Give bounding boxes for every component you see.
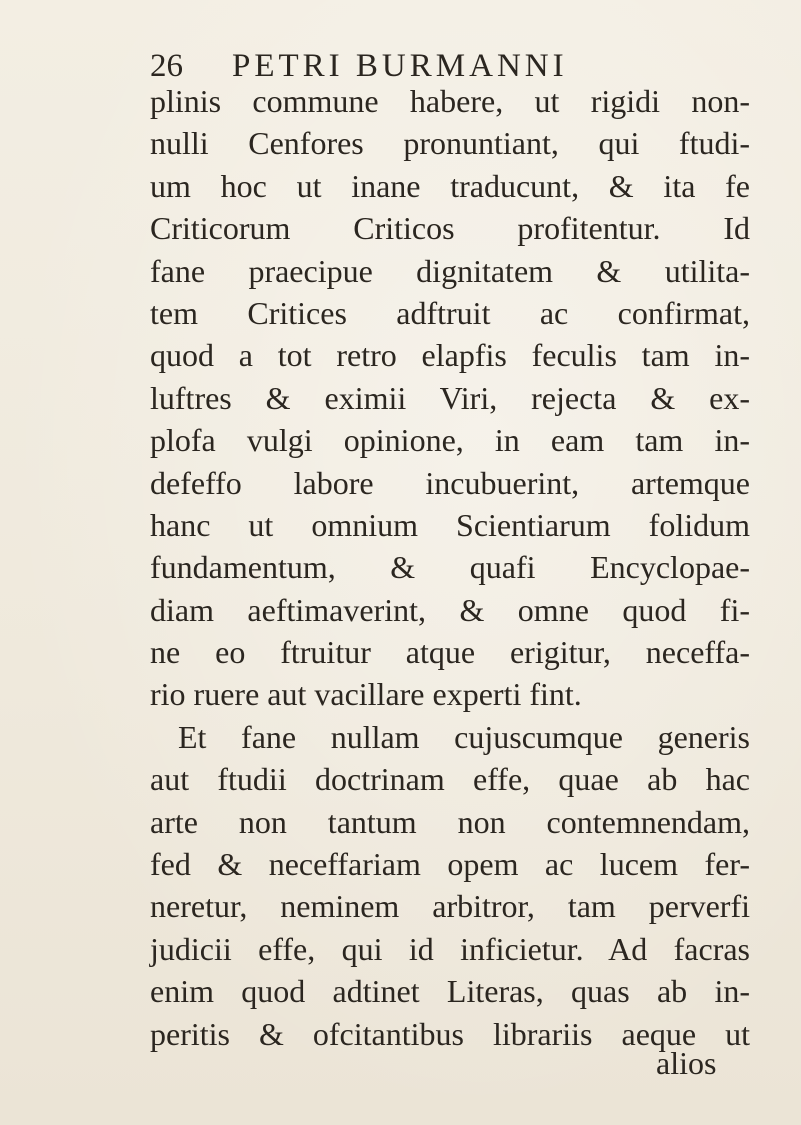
text-line: diam aeftimaverint, & omne quod fi- <box>150 591 750 628</box>
running-head: PETRI BURMANNI <box>232 48 568 84</box>
page-number: 26 <box>150 48 183 84</box>
text-line: luftres & eximii Viri, rejecta & ex- <box>150 379 750 416</box>
text-line: fane praecipue dignitatem & utilita- <box>150 252 750 289</box>
text-line: plofa vulgi opinione, in eam tam in- <box>150 422 750 459</box>
text-line: fed & neceffariam opem ac lucem fer- <box>150 846 750 883</box>
text-line: ne eo ftruitur atque erigitur, neceffa- <box>150 634 750 671</box>
text-line: neretur, neminem arbitror, tam perverfi <box>150 888 750 925</box>
text-line: hanc ut omnium Scientiarum folidum <box>150 506 750 543</box>
body-text <box>150 80 750 1055</box>
text-line: arte non tantum non contemnendam, <box>150 803 750 840</box>
text-line: quod a tot retro elapfis feculis tam in- <box>150 337 750 374</box>
text-line: defeffo labore incubuerint, artemque <box>150 464 750 501</box>
text-line: aut ftudii doctrinam effe, quae ab hac <box>150 761 750 798</box>
text-line: plinis commune habere, ut rigidi non- <box>150 83 750 119</box>
text-line: enim quod adtinet Literas, quas ab in- <box>150 973 750 1010</box>
text-line: Et fane nullam cujuscumque generis <box>178 718 750 755</box>
text-line: fundamentum, & quafi Encyclopae- <box>150 549 750 586</box>
text-line: nulli Cenfores pronuntiant, qui ftudi- <box>150 125 750 162</box>
text-line: judicii effe, qui id inficietur. Ad facras <box>150 930 750 967</box>
text-line: rio ruere aut vacillare experti fint. <box>150 676 582 713</box>
text-line: um hoc ut inane traducunt, & ita fe <box>150 167 750 204</box>
text-line: peritis & ofcitantibus librariis aeque ut <box>150 1015 750 1052</box>
text-line: Criticorum Criticos profitentur. Id <box>150 210 750 247</box>
text-line: tem Critices adftruit ac confirmat, <box>150 294 750 331</box>
catchword: alios <box>656 1045 717 1081</box>
